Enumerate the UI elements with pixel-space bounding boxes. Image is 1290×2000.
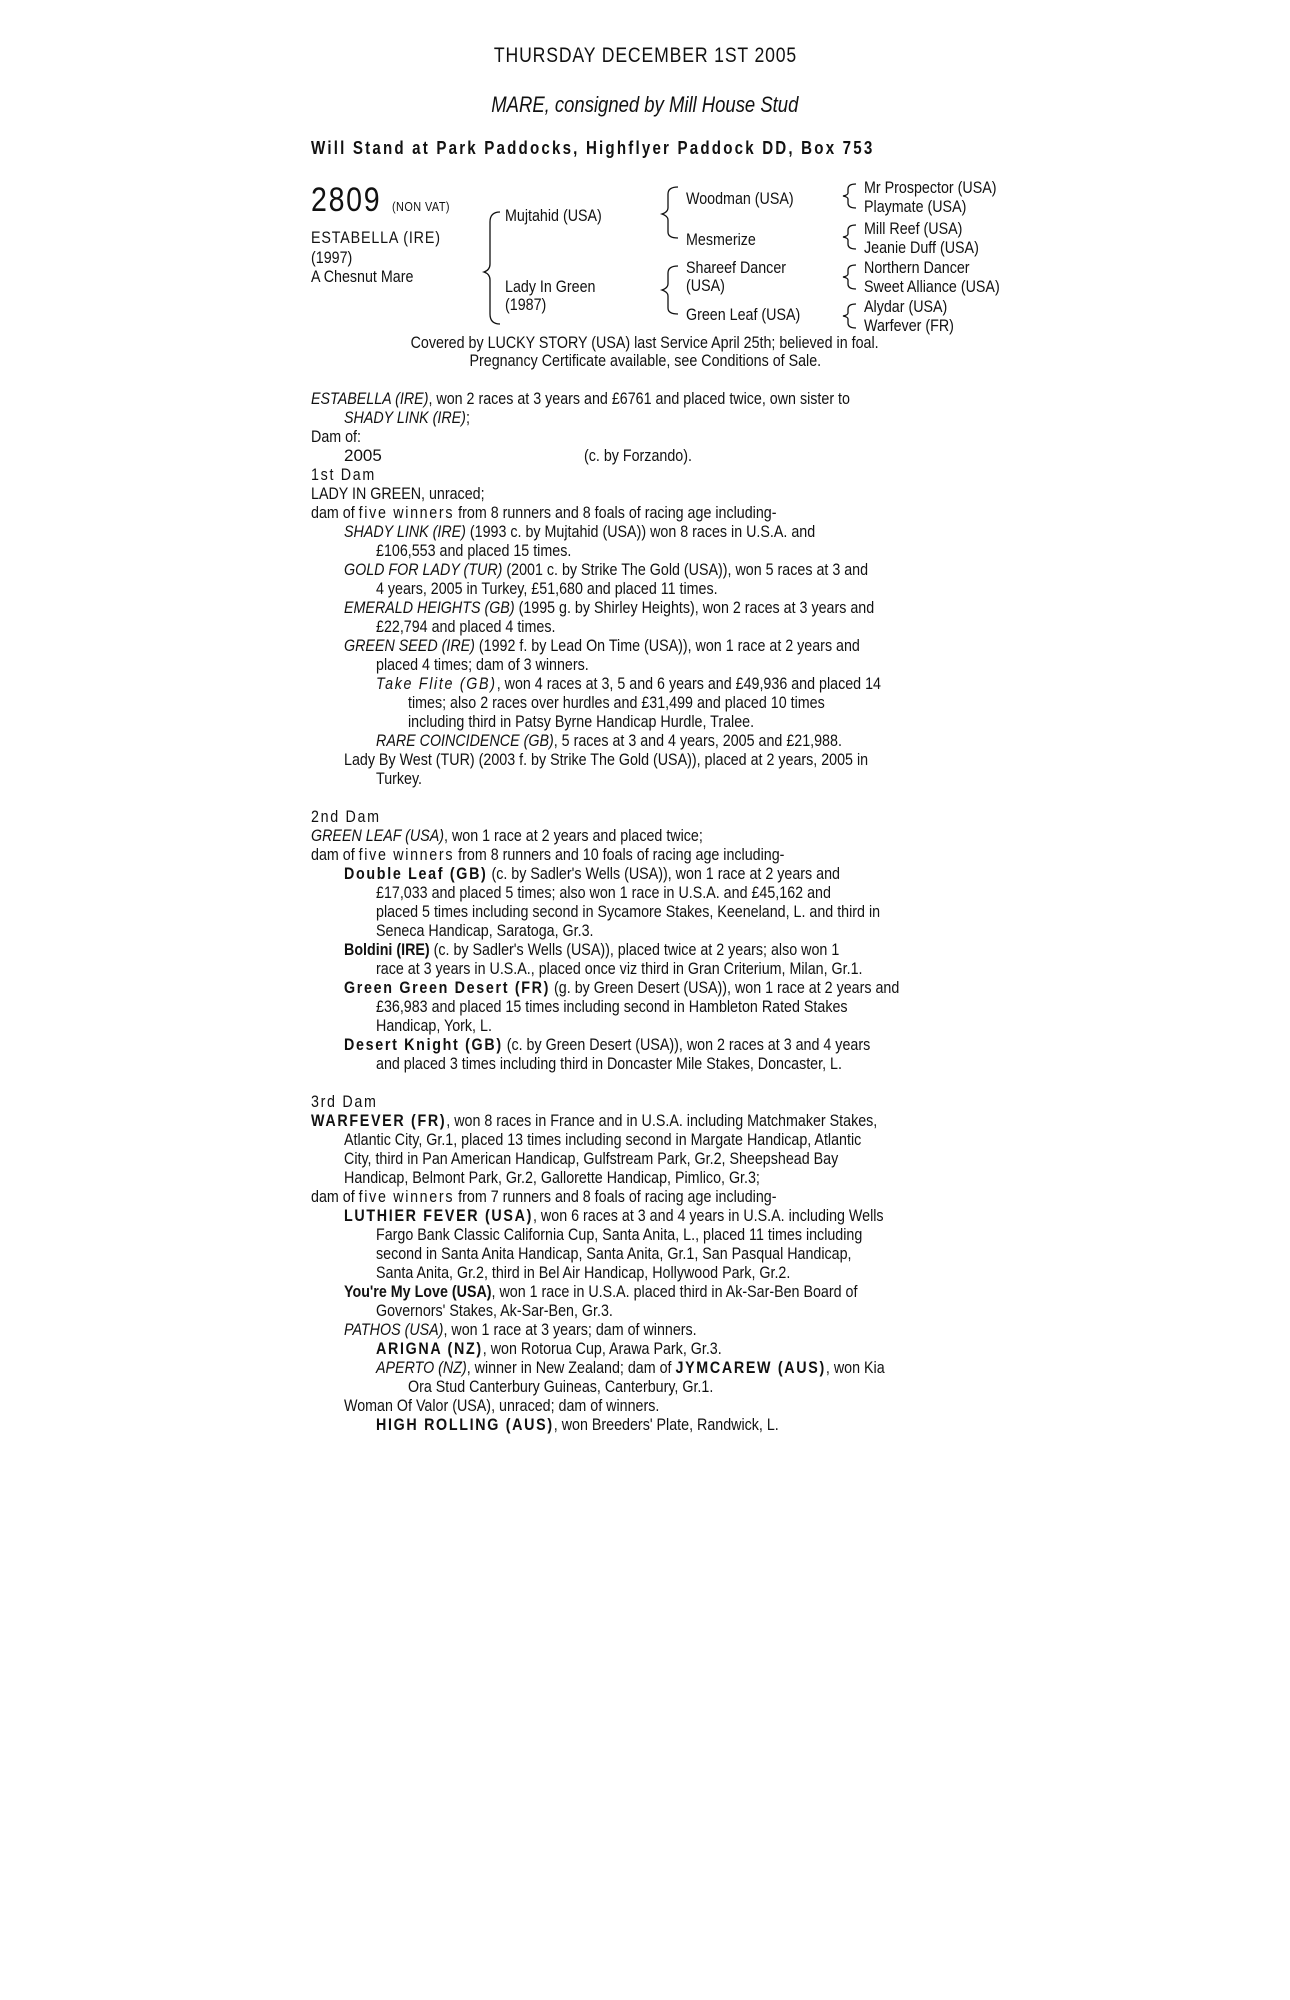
first-dam-entry-cont: £106,553 and placed 15 times. — [376, 541, 572, 560]
lot-number: 2809 — [311, 181, 382, 219]
dam-of-label: Dam of: — [311, 427, 362, 446]
dam-year: (1987) — [505, 295, 547, 314]
first-dam-entry: GOLD FOR LADY (TUR) (2001 c. by Strike The Gold (USA)), won 5 races at 3 and — [344, 560, 869, 579]
dam-sire-country: (USA) — [686, 276, 725, 295]
intro-line: ESTABELLA (IRE), won 2 races at 3 years and £6761 and placed twice, own sister to — [311, 389, 850, 408]
dam-sire: Shareef Dancer — [686, 258, 787, 277]
catalogue-body — [311, 389, 983, 1434]
third-dam-cont: Atlantic City, Gr.1, placed 13 times including second in Margate Handicap, Atlantic — [344, 1130, 862, 1149]
gg-7: Alydar (USA) — [864, 297, 948, 316]
gg-8: Warfever (FR) — [864, 316, 954, 335]
second-dam-name: GREEN LEAF (USA), won 1 race at 2 years and placed twice; — [311, 826, 703, 845]
second-dam-entry: Desert Knight (GB) (c. by Green Desert (USA)), won 2 races at 3 and 4 years — [344, 1035, 871, 1054]
third-dam-name: WARFEVER (FR), won 8 races in France and in U.S.A. including Matchmaker Stakes, — [311, 1111, 878, 1130]
second-dam-summary: dam of five winners from 8 runners and 10 foals of racing age including- — [311, 845, 785, 864]
third-dam-entry-cont: Governors' Stakes, Ak-Sar-Ben, Gr.3. — [376, 1301, 613, 1320]
first-dam-summary: dam of five winners from 8 runners and 8 foals of racing age including- — [311, 503, 777, 522]
third-dam-cont: Handicap, Belmont Park, Gr.2, Gallorette Handicap, Pimlico, Gr.3; — [344, 1168, 760, 1187]
sire-dam: Mesmerize — [686, 230, 756, 249]
gg-5: Northern Dancer — [864, 258, 970, 277]
second-dam-entry-cont: race at 3 years in U.S.A., placed once viz third in Gran Criterium, Milan, Gr.1. — [376, 959, 863, 978]
second-dam-entry-cont: Handicap, York, L. — [376, 1016, 492, 1035]
first-dam-granddaughter: RARE COINCIDENCE (GB), 5 races at 3 and 4 years, 2005 and £21,988. — [376, 731, 842, 750]
pedigree-table — [0, 176, 1290, 341]
gg-2: Playmate (USA) — [864, 197, 967, 216]
third-dam-entry: You're My Love (USA), won 1 race in U.S.A. placed third in Ak-Sar-Ben Board of — [344, 1282, 858, 1301]
first-dam-entry: Lady By West (TUR) (2003 f. by Strike The Gold (USA)), placed at 2 years, 2005 in — [344, 750, 869, 769]
first-dam-granddaughter: Take Flite (GB), won 4 races at 3, 5 and 6 years and £49,936 and placed 14 — [376, 674, 881, 693]
third-dam-entry: LUTHIER FEVER (USA), won 6 races at 3 and 4 years in U.S.A. including Wells — [344, 1206, 884, 1225]
sire-sire: Woodman (USA) — [686, 189, 794, 208]
second-dam-entry-cont: £17,033 and placed 5 times; also won 1 race in U.S.A. and £45,162 and — [376, 883, 831, 902]
second-dam-entry-cont: £36,983 and placed 15 times including second in Hambleton Rated Stakes — [376, 997, 848, 1016]
dam-name: Lady In Green — [505, 277, 596, 296]
dam-dam: Green Leaf (USA) — [686, 305, 801, 324]
third-dam-granddaughter: ARIGNA (NZ), won Rotorua Cup, Arawa Park, Gr.3. — [376, 1339, 722, 1358]
first-dam-entry: EMERALD HEIGHTS (GB) (1995 g. by Shirley Heights), won 2 races at 3 years and — [344, 598, 875, 617]
second-dam-entry: Double Leaf (GB) (c. by Sadler's Wells (USA)), won 1 race at 2 years and — [344, 864, 840, 883]
first-dam-granddaughter-cont: times; also 2 races over hurdles and £31,499 and placed 10 times — [408, 693, 825, 712]
sale-date: THURSDAY DECEMBER 1ST 2005 — [493, 44, 797, 67]
gg-6: Sweet Alliance (USA) — [864, 277, 1000, 296]
second-dam-entry-cont: Seneca Handicap, Saratoga, Gr.3. — [376, 921, 594, 940]
first-dam-entry: SHADY LINK (IRE) (1993 c. by Mujtahid (USA)) won 8 races in U.S.A. and — [344, 522, 816, 541]
horse-year: (1997) — [311, 248, 353, 267]
third-dam-cont: City, third in Pan American Handicap, Gulfstream Park, Gr.2, Sheepshead Bay — [344, 1149, 839, 1168]
intro-sister: SHADY LINK (IRE); — [344, 408, 470, 427]
third-dam-entry-cont: Fargo Bank Classic California Cup, Santa Anita, L., placed 11 times including — [376, 1225, 863, 1244]
third-dam-summary: dam of five winners from 7 runners and 8 foals of racing age including- — [311, 1187, 777, 1206]
produce-record: 2005 (c. by Forzando). — [344, 446, 692, 465]
second-dam-entry: Green Green Desert (FR) (g. by Green Desert (USA)), won 1 race at 2 years and — [344, 978, 900, 997]
third-dam-entry: Woman Of Valor (USA), unraced; dam of winners. — [344, 1396, 660, 1415]
stand-location: Will Stand at Park Paddocks, Highflyer Paddock DD, Box 753 — [311, 138, 875, 158]
first-dam-entry-cont: Turkey. — [376, 769, 423, 788]
second-dam-entry-cont: placed 5 times including second in Sycamore Stakes, Keeneland, L. and third in — [376, 902, 881, 921]
gg-3: Mill Reef (USA) — [864, 219, 963, 238]
gg-1: Mr Prospector (USA) — [864, 178, 997, 197]
third-dam-granddaughter-cont: Ora Stud Canterbury Guineas, Canterbury, Gr.1. — [408, 1377, 714, 1396]
first-dam-heading: 1st Dam — [311, 465, 376, 484]
third-dam-granddaughter: HIGH ROLLING (AUS), won Breeders' Plate, Randwick, L. — [376, 1415, 779, 1434]
gg-4: Jeanie Duff (USA) — [864, 238, 979, 257]
third-dam-entry: PATHOS (USA), won 1 race at 3 years; dam of winners. — [344, 1320, 697, 1339]
third-dam-entry-cont: Santa Anita, Gr.2, third in Bel Air Handicap, Hollywood Park, Gr.2. — [376, 1263, 791, 1282]
horse-name: ESTABELLA (IRE) — [311, 228, 441, 247]
second-dam-heading: 2nd Dam — [311, 807, 381, 826]
first-dam-granddaughter-cont: including third in Patsy Byrne Handicap Hurdle, Tralee. — [408, 712, 755, 731]
covering-line: Covered by LUCKY STORY (USA) last Service April 25th; believed in foal. — [410, 333, 880, 352]
consignor-line: MARE, consigned by Mill House Stud — [491, 92, 799, 117]
first-dam-entry-cont: 4 years, 2005 in Turkey, £51,680 and placed 11 times. — [376, 579, 718, 598]
covering-note — [0, 334, 1290, 370]
first-dam-entry-cont: £22,794 and placed 4 times. — [376, 617, 556, 636]
vat-status: (NON VAT) — [392, 199, 450, 214]
third-dam-granddaughter: APERTO (NZ), winner in New Zealand; dam of JYMCAREW (AUS), won Kia — [376, 1358, 885, 1377]
first-dam-entry-cont: placed 4 times; dam of 3 winners. — [376, 655, 589, 674]
third-dam-entry-cont: second in Santa Anita Handicap, Santa Anita, Gr.1, San Pasqual Handicap, — [376, 1244, 852, 1263]
first-dam-name: LADY IN GREEN, unraced; — [311, 484, 485, 503]
second-dam-entry: Boldini (IRE) (c. by Sadler's Wells (USA)), placed twice at 2 years; also won 1 — [344, 940, 840, 959]
pedigree-brackets — [0, 176, 1290, 341]
pregnancy-certificate-line: Pregnancy Certificate available, see Conditions of Sale. — [469, 351, 821, 370]
sire-name: Mujtahid (USA) — [505, 206, 602, 225]
horse-description: A Chesnut Mare — [311, 267, 414, 286]
third-dam-heading: 3rd Dam — [311, 1092, 378, 1111]
second-dam-entry-cont: and placed 3 times including third in Doncaster Mile Stakes, Doncaster, L. — [376, 1054, 842, 1073]
first-dam-entry: GREEN SEED (IRE) (1992 f. by Lead On Time (USA)), won 1 race at 2 years and — [344, 636, 860, 655]
